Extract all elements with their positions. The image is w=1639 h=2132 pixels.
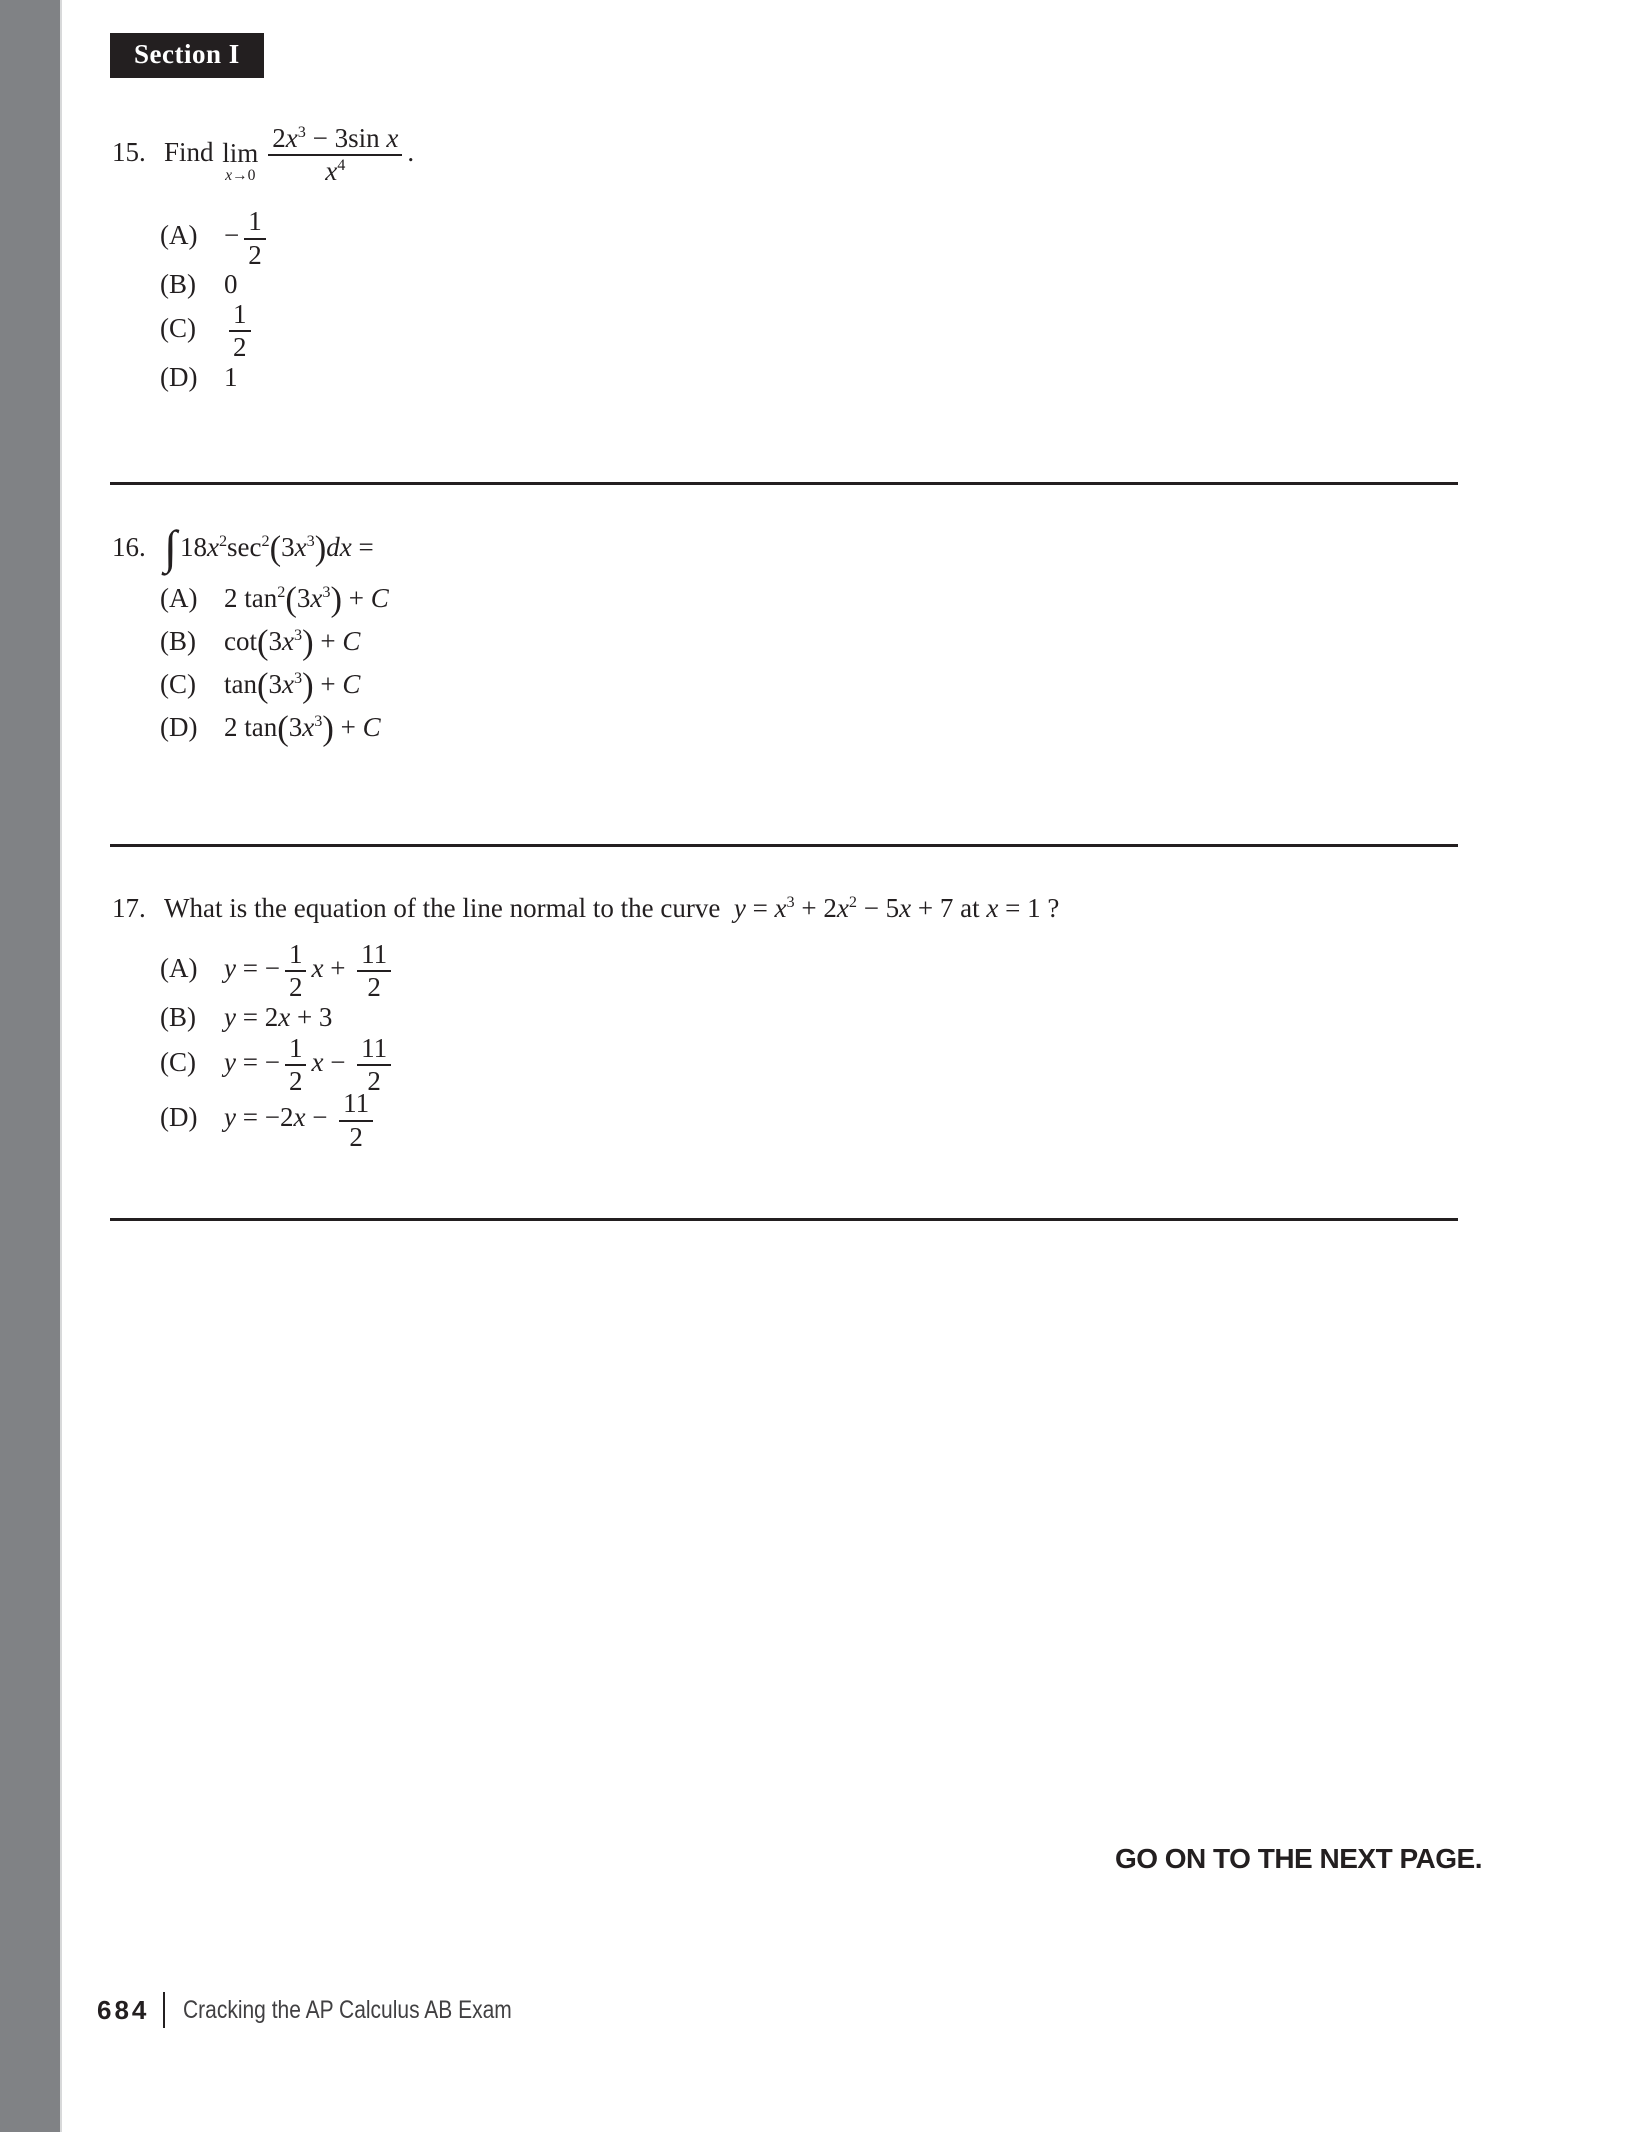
math-token: y [733, 893, 746, 923]
math-token: = −2 [235, 1102, 294, 1133]
math-token: x [294, 532, 307, 562]
math-token: tan [224, 669, 257, 699]
math-token: + 3 [290, 1001, 333, 1032]
math-token: x [206, 532, 219, 562]
math-token: = [745, 893, 775, 923]
question-16-option-b [160, 620, 389, 663]
math-token: x [899, 893, 912, 923]
math-token [244, 207, 266, 269]
math-token: C [342, 669, 361, 699]
question-15 [112, 124, 414, 393]
math-token [339, 1089, 373, 1121]
question-15-option-d [160, 362, 414, 393]
question-16 [112, 522, 389, 749]
math-token [285, 1034, 307, 1066]
math-token: ∫ [164, 522, 177, 575]
math-token: − [224, 220, 240, 251]
math-token: y [224, 1001, 236, 1032]
question-15-option-c [160, 300, 414, 362]
math-token [357, 972, 391, 1001]
math-token: ) [314, 529, 327, 568]
math-token: = − [235, 953, 280, 984]
math-token [268, 124, 402, 186]
math-token: sec [227, 532, 262, 562]
math-token: 2 [277, 582, 286, 601]
math-token: 3 [297, 122, 306, 141]
math-token: →0 [232, 167, 256, 185]
option-letter: (B) [160, 626, 196, 656]
math-token: x [325, 156, 338, 187]
math-token: 1 [248, 206, 262, 237]
math-token: − [305, 1102, 335, 1133]
math-token [244, 207, 266, 239]
math-token: x [282, 669, 294, 699]
question-15-option-b [160, 269, 414, 300]
math-token: Find [164, 137, 221, 168]
math-token: + 7 at [911, 893, 987, 923]
footer-separator [163, 1992, 165, 2028]
math-token: 2 [288, 1066, 303, 1097]
math-token [357, 1034, 391, 1066]
option-value [224, 940, 396, 1002]
math-token: + [323, 953, 353, 984]
math-token: x [293, 1102, 306, 1133]
math-token: 2 [367, 972, 381, 1003]
math-token [285, 940, 307, 972]
question-17-option-a [160, 940, 1059, 1002]
math-token [229, 300, 251, 362]
question-16-option-d [160, 706, 389, 749]
option-letter: (A) [160, 953, 198, 984]
math-token: x [311, 953, 324, 984]
math-token: 3 [268, 626, 283, 656]
math-token: 4 [337, 156, 346, 175]
book-title: Cracking the AP Calculus AB Exam [183, 1995, 513, 2024]
math-token: 3 [288, 712, 303, 742]
math-token [285, 940, 307, 1002]
option-value [224, 1002, 332, 1033]
math-token: 3 [314, 711, 323, 730]
question-15-option-a [160, 207, 414, 269]
question-16-option-a [160, 577, 389, 620]
math-token: 3 [786, 892, 795, 911]
math-token: x [386, 123, 399, 153]
math-token: x [774, 893, 787, 923]
math-token [357, 1034, 391, 1096]
math-token [285, 972, 307, 1001]
math-token: = − [235, 1046, 280, 1077]
math-token: x [302, 712, 315, 742]
question-17-stem-row [112, 893, 1059, 924]
math-token: = [351, 532, 374, 562]
math-token: 3 [268, 669, 283, 699]
question-17-option-b [160, 1002, 1059, 1033]
option-letter: (D) [160, 361, 198, 392]
math-token: + [333, 712, 363, 742]
section-divider [110, 482, 1458, 485]
math-token: 3 [322, 582, 331, 601]
question-17-stem [164, 893, 1059, 924]
section-label: Section I [134, 39, 240, 69]
math-token: x [278, 1001, 291, 1032]
question-17-option-c [160, 1034, 1059, 1096]
math-token: 1 [288, 1032, 303, 1063]
math-token: + [313, 626, 343, 656]
math-token: ( [257, 623, 269, 662]
option-value [224, 207, 271, 269]
option-letter: (B) [160, 1001, 196, 1032]
math-token: 3 [294, 668, 303, 687]
math-token: What is the equation of the line normal to the curve [164, 893, 734, 923]
math-token [222, 140, 258, 167]
section-divider [110, 1218, 1458, 1221]
math-token: x [285, 123, 298, 153]
question-15-stem-row [112, 124, 414, 186]
option-letter: (B) [160, 268, 196, 299]
question-17-number: 17. [112, 893, 146, 923]
page-number: 684 [97, 1994, 150, 2025]
math-token: x [836, 893, 849, 923]
question-15-options [160, 207, 414, 392]
option-letter: (C) [160, 1046, 196, 1077]
math-token: 1 [288, 939, 303, 969]
math-token: C [342, 626, 361, 656]
math-token: 1 [233, 298, 247, 329]
math-token [357, 940, 391, 972]
math-token: x [225, 167, 233, 185]
math-token: + [313, 669, 343, 699]
math-token: − 3sin [305, 123, 387, 153]
math-token: 2 [261, 531, 270, 550]
math-token: C [370, 583, 389, 613]
math-token: ) [330, 580, 342, 619]
math-token: y [224, 1102, 236, 1133]
math-token: 1 [224, 361, 238, 392]
math-token: x [311, 1046, 324, 1077]
math-token: 2 tan [224, 583, 278, 613]
math-token: y [224, 953, 236, 984]
math-token: x [310, 583, 323, 613]
math-token: 3 [281, 532, 295, 562]
math-token: dx [326, 532, 352, 562]
question-17-options [160, 940, 1059, 1151]
math-token [339, 1089, 373, 1151]
math-token [339, 1122, 373, 1151]
math-token [229, 300, 251, 332]
math-token: C [362, 712, 381, 742]
math-token: x [282, 626, 294, 656]
math-token: ( [285, 580, 297, 619]
question-15-number: 15. [112, 137, 146, 168]
math-token: 11 [343, 1088, 370, 1119]
question-16-stem [164, 522, 389, 575]
math-token: 2 tan [224, 712, 278, 742]
math-token: 2 [248, 239, 262, 270]
math-token: = 1 ? [998, 893, 1060, 923]
math-token [222, 140, 258, 186]
math-token: 11 [361, 1032, 388, 1063]
math-token: cot [224, 626, 257, 656]
option-value [224, 1034, 396, 1096]
math-token: + 2 [794, 893, 837, 923]
math-token: ) [322, 709, 334, 748]
math-token: + [341, 583, 371, 613]
math-token: 0 [224, 268, 238, 299]
question-16-options [160, 577, 389, 749]
option-letter: (D) [160, 1102, 198, 1133]
math-token: ( [269, 529, 282, 568]
option-value [224, 666, 361, 705]
math-token [268, 156, 402, 185]
math-token: 2 [367, 1066, 381, 1097]
math-token [285, 1034, 307, 1096]
section-divider [110, 844, 1458, 847]
math-token: = 2 [235, 1001, 279, 1032]
math-token [222, 167, 258, 186]
math-token [244, 240, 266, 269]
math-token: ) [302, 623, 314, 662]
math-token: lim [222, 138, 259, 169]
math-token: 3 [306, 531, 315, 550]
math-token: − [323, 1046, 353, 1077]
option-value [224, 580, 389, 619]
math-token: 2 [848, 892, 857, 911]
math-token: 2 [272, 123, 286, 153]
math-token [268, 124, 402, 156]
math-token: 3 [296, 583, 311, 613]
option-letter: (C) [160, 313, 196, 343]
math-token: ) [302, 666, 314, 705]
question-16-number: 16. [112, 532, 146, 562]
question-15-stem [164, 124, 414, 186]
math-token: − 5 [856, 893, 900, 923]
option-value [224, 623, 361, 662]
option-value [224, 300, 256, 362]
question-16-stem-row [112, 522, 389, 575]
option-value [224, 269, 238, 300]
page-edge-strip [0, 0, 62, 2132]
math-token: 2 [233, 332, 247, 363]
math-token: x [986, 893, 999, 923]
math-token: y [224, 1046, 236, 1077]
option-value [224, 1089, 378, 1151]
option-letter: (A) [160, 220, 198, 251]
question-17-option-d [160, 1089, 1059, 1151]
go-on-instruction: GO ON TO THE NEXT PAGE. [1114, 1843, 1482, 1874]
math-token: ( [257, 666, 269, 705]
question-17 [112, 893, 1059, 1151]
math-token: 2 [349, 1121, 363, 1152]
page-footer [97, 1992, 575, 2028]
math-token: 18 [179, 532, 207, 562]
option-value [224, 709, 381, 748]
option-letter: (D) [160, 712, 198, 742]
option-letter: (A) [160, 583, 198, 613]
section-tab [110, 33, 264, 78]
question-16-option-c [160, 663, 389, 706]
math-token: . [407, 137, 415, 168]
math-token: 2 [218, 531, 228, 550]
math-token [229, 332, 251, 361]
math-token [357, 940, 391, 1002]
option-value [224, 362, 238, 393]
math-token: 11 [361, 939, 388, 969]
math-token: ( [277, 709, 289, 748]
math-token: 2 [288, 972, 303, 1003]
option-letter: (C) [160, 669, 196, 699]
math-token: 3 [294, 625, 303, 644]
